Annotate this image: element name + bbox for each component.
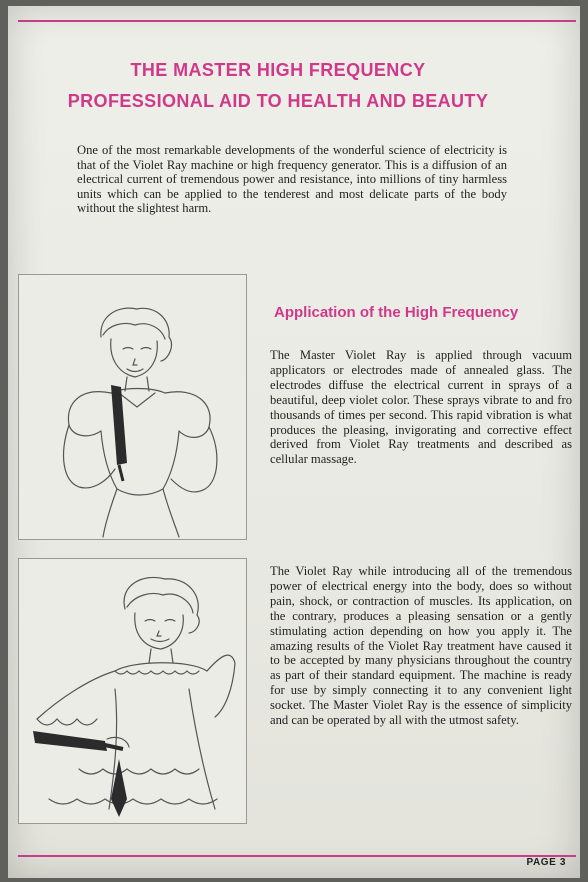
top-rule	[18, 20, 576, 22]
intro-paragraph: One of the most remarkable developments of the wonderful science of electricity is that of the Violet Ray machine or high frequency generator. This is a diffusion of an electrical current of tremendous power and resistance, into millions of tiny harmless units which can be applied to the tenderest and most delicate parts of the body without the slightest harm.	[77, 143, 507, 216]
woman-applicator-sketch	[19, 275, 246, 539]
illustration-woman-with-applicator	[18, 274, 247, 540]
section-paragraph-1: The Master Violet Ray is applied through vacuum applicators or electrodes made of annealed glass. The electrodes diffuse the electrical current in sprays of a beautiful, deep violet color. These sprays vibrate to and fro thousands of times per second. This rapid vibration is what produces the pleasing, invigorating and corrective effect derived from Violet Ray treatments and described as cellular massage.	[270, 348, 572, 467]
illustration-woman-with-wand	[18, 558, 247, 824]
woman-wand-sketch	[19, 559, 246, 823]
section-heading: Application of the High Frequency	[274, 304, 519, 321]
page-number: PAGE 3	[526, 857, 566, 868]
page-title-line1: THE MASTER HIGH FREQUENCY	[130, 60, 426, 80]
brochure-page	[8, 6, 580, 878]
bottom-rule	[18, 855, 576, 857]
page-title-line2: PROFESSIONAL AID TO HEALTH AND BEAUTY	[67, 91, 489, 111]
section-paragraph-2: The Violet Ray while introducing all of the tremendous power of electrical energy into the body, does so without pain, shock, or contraction of muscles. Its application, on the contrary, produces a pleasing sensation or a gently stimulating action depending on how you apply it. The amazing results of the Violet Ray treatment have caused it to be accepted by many physicians throughout the country as part of their standard equipment. The machine is ready for use by simply connecting it to any convenient light socket. The Master Violet Ray is the essence of simplicity and can be operated by all with the utmost safety.	[270, 564, 572, 728]
